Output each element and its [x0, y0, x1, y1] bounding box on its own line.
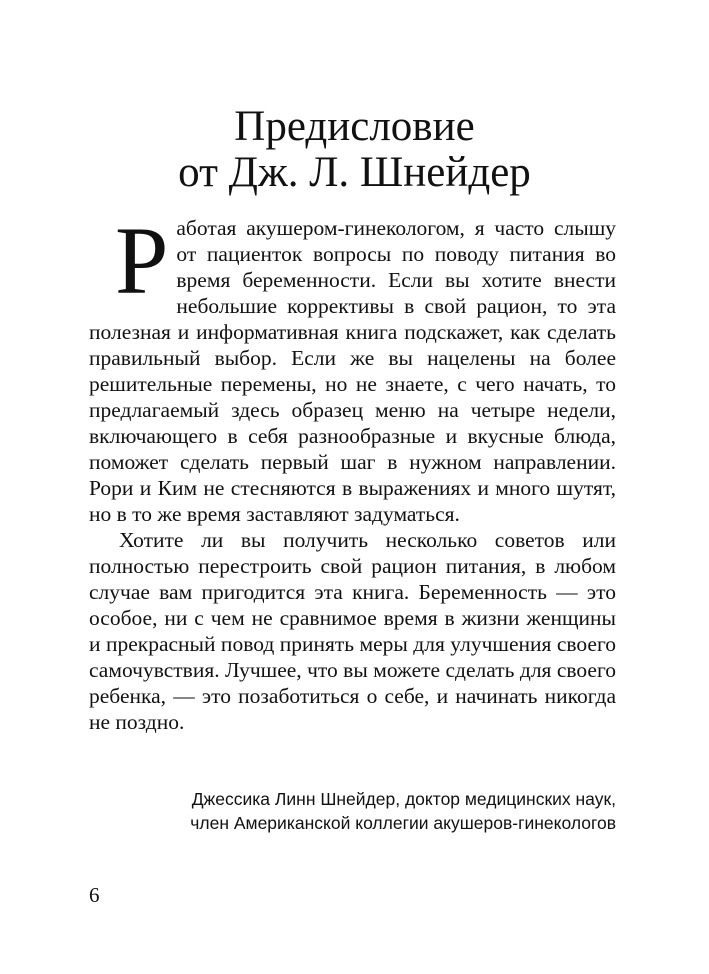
- signature-line-1: Джессика Линн Шнейдер, доктор медицинских наук,: [191, 789, 616, 809]
- page-number: 6: [89, 883, 100, 907]
- drop-cap: Р: [115, 207, 169, 314]
- signature-line-2: член Американской коллегии акушеров-гинекологов: [190, 813, 616, 833]
- body-text: [89, 207, 616, 735]
- page-title: [0, 104, 709, 196]
- title-line-1: Предисловие: [234, 103, 475, 150]
- paragraph-1-text: аботая акушером-гинекологом, я часто слышу от пациенток вопросы по поводу питания во время беременности. Если вы хотите внести небольшие коррективы в свой рацион, то эта полезная и информативная книга подскажет, как сделать правильный выбор. Если же вы нацелены на более решительные перемены, но не знаете, с чего начать, то предлагаемый здесь образец меню на четыре недели, включающего в себя разнообразные и вкусные блюда, поможет сделать первый шаг в нужном направлении. Рори и Ким не стесняются в выражениях и много шутят, но в то же время заставляют задуматься.: [89, 216, 616, 526]
- title-line-2: от Дж. Л. Шнейдер: [178, 149, 531, 196]
- author-signature: [89, 787, 616, 835]
- paragraph-1: [89, 207, 616, 527]
- paragraph-2: Хотите ли вы получить несколько советов или полностью перестроить свой рацион питания, в любом случае вам пригодится эта книга. Беременность — это особое, ни с чем не сравнимое время в жизни женщины и прекрасный повод принять меры для улучшения своего самочувствия. Лучшее, что вы можете сделать для своего ребенка, — это позаботиться о себе, и начинать никогда не поздно.: [89, 528, 616, 734]
